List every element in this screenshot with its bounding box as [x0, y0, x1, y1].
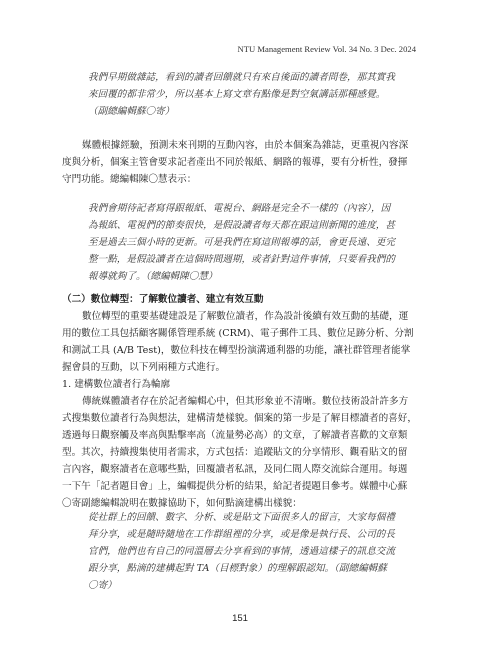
page-number: 151 — [232, 613, 248, 624]
numbered-heading: 1. 建構數位讀者行為輪廓 — [62, 379, 171, 390]
text-line: 跟分享，點滴的建構起對 TA（目標對象）的理解跟認知。（副總編輯蘇 — [88, 563, 387, 574]
text-line: 從社群上的回饋、數字、分析、或是貼文下面很多人的留言，大家每個禮 — [88, 512, 395, 523]
text-line: 透過每日觀察觸及率高與點擊率高（流量勢必高）的文章，了解讀者喜歡的文章類 — [62, 430, 408, 441]
text-line: 我們早期做雜誌，看到的讀者回饋就只有來自後面的讀者問卷，那其實我 — [88, 72, 395, 83]
quote-block — [88, 69, 395, 120]
text-line: 整一點，是假設讀者在這個時間週期，或者針對這件事情，只要看我們的 — [88, 254, 395, 265]
text-line: 為報紙、電視們的節奏很快，是假設讀者每天都在跟這則新聞的進度，甚 — [88, 220, 395, 231]
running-header: NTU Management Review Vol. 34 No. 3 Dec. 2024 — [237, 44, 416, 54]
body-paragraph — [62, 137, 408, 188]
text-line: 官們，他們也有自己的同溫層去分享看到的事情，透過這樣子的訊息交流 — [88, 546, 395, 557]
text-line: 數位轉型的重要基礎建設是了解數位讀者，作為設計後續有效互動的基礎，運 — [82, 311, 409, 322]
text-line: 來回覆的都非常少，所以基本上寫文章有點像是對空氣講話那種感覺。 — [88, 89, 386, 100]
quote-block — [88, 509, 395, 594]
text-line: 式搜集數位讀者行為與想法，建構清楚樣貌。個案的第一步是了解目標讀者的喜好， — [62, 413, 417, 424]
text-line: 〇寄副總編輯說明在數據協助下，如何點滴建構出樣貌： — [62, 498, 302, 509]
text-line: 和測試工具 (A/B Test)，數位科技在轉型扮演溝通利器的功能，讓社群管理者能掌 — [62, 345, 411, 356]
text-line: 度與分析，個案主管會要求記者產出不同於報紙、網路的報導，要有分析性，發揮 — [62, 157, 408, 168]
text-line: （二）數位轉型：了解數位讀者、建立有效互動 — [62, 294, 264, 305]
text-line: 至是過去三個小時的更新。可是我們在寫這則報導的話，會更長遠、更完 — [88, 237, 395, 248]
section-subheading — [62, 291, 263, 308]
text-line: （副總編輯蘇〇寄） — [88, 106, 175, 117]
text-line: 傳統媒體讀者存在於記者編輯心中，但其形象並不清晰。數位技術設計許多方 — [82, 396, 409, 407]
text-line: 用的數位工具包括顧客關係管理系統 (CRM)、電子郵件工具、數位足跡分析、分割 — [62, 328, 414, 339]
text-line: 握會員的互動，以下列兩種方式進行。 — [62, 362, 226, 373]
text-line: 言內容，觀察讀者在意哪些點，回覆讀者私訊，及同仁間人際交流綜合運用。每週 — [62, 464, 408, 475]
body-paragraph — [62, 308, 417, 512]
text-line: 媒體根據經驗，預測未來刊期的互動內容，由於本個案為雜誌，更重視內容深 — [82, 140, 409, 151]
quote-block — [88, 200, 395, 285]
text-line: 守門功能。總編輯陳〇慧表示： — [62, 174, 197, 185]
text-line: 我們會期待記者寫得跟報紙、電視台、網路是完全不一樣的（內容），因 — [88, 203, 391, 214]
text-line: 〇寄） — [88, 580, 117, 591]
text-line: 型。其次，持續搜集使用者需求，方式包括：追蹤貼文的分享情形、觀看貼文的留 — [62, 447, 408, 458]
text-line: 報導就夠了。（總編輯陳〇慧） — [88, 271, 218, 282]
text-line: 拜分享，或是隨時隨地在工作群組裡的分享，或是像是執行長、公司的長 — [88, 529, 395, 540]
text-line: 一下午「記者題目會」上，編輯提供分析的結果，給記者提題目參考。媒體中心蘇 — [62, 481, 408, 492]
